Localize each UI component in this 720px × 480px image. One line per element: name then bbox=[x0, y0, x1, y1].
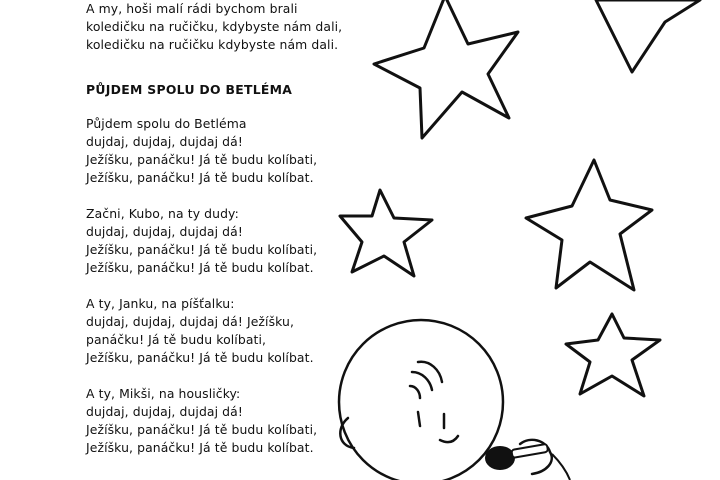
verse-line: Ježíšku, panáčku! Já tě budu kolíbati, bbox=[86, 242, 318, 257]
verse-line: Ježíšku, panáčku! Já tě budu kolíbat. bbox=[86, 260, 314, 275]
verse-line: koledičku na ručičku kdybyste nám dali. bbox=[86, 37, 339, 52]
song-verse-4 bbox=[86, 385, 386, 457]
verse-line: dujdaj, dujdaj, dujdaj dá! bbox=[86, 404, 243, 419]
intro-verse bbox=[86, 0, 386, 54]
verse-line: A ty, Janku, na píšťalku: bbox=[86, 296, 235, 311]
verse-line: Ježíšku, panáčku! Já tě budu kolíbati, bbox=[86, 422, 318, 437]
song-title: PŮJDEM SPOLU DO BETLÉMA bbox=[86, 82, 293, 97]
microphone-icon bbox=[485, 444, 570, 480]
verse-line: Půjdem spolu do Betléma bbox=[86, 116, 247, 131]
verse-line: Ježíšku, panáčku! Já tě budu kolíbat. bbox=[86, 350, 314, 365]
verse-line: koledičku na ručičku, kdybyste nám dali, bbox=[86, 19, 343, 34]
verse-line: A my, hoši malí rádi bychom brali bbox=[86, 1, 298, 16]
star-icon bbox=[596, 0, 700, 72]
star-icon bbox=[374, 0, 518, 138]
verse-line: Ježíšku, panáčku! Já tě budu kolíbat. bbox=[86, 170, 314, 185]
verse-line: dujdaj, dujdaj, dujdaj dá! bbox=[86, 224, 243, 239]
song-verse-2 bbox=[86, 205, 386, 277]
verse-line: panáčku! Já tě budu kolíbati, bbox=[86, 332, 267, 347]
star-icon bbox=[526, 160, 652, 290]
verse-line: Začni, Kubo, na ty dudy: bbox=[86, 206, 239, 221]
song-verse-1 bbox=[86, 115, 386, 187]
verse-line: dujdaj, dujdaj, dujdaj dá! Ježíšku, bbox=[86, 314, 295, 329]
lyrics-column bbox=[86, 0, 386, 457]
verse-line: dujdaj, dujdaj, dujdaj dá! bbox=[86, 134, 243, 149]
verse-line: Ježíšku, panáčku! Já tě budu kolíbat. bbox=[86, 440, 314, 455]
verse-line: A ty, Mikši, na housličky: bbox=[86, 386, 241, 401]
star-icon bbox=[566, 314, 660, 396]
song-verse-3 bbox=[86, 295, 386, 367]
verse-line: Ježíšku, panáčku! Já tě budu kolíbati, bbox=[86, 152, 318, 167]
